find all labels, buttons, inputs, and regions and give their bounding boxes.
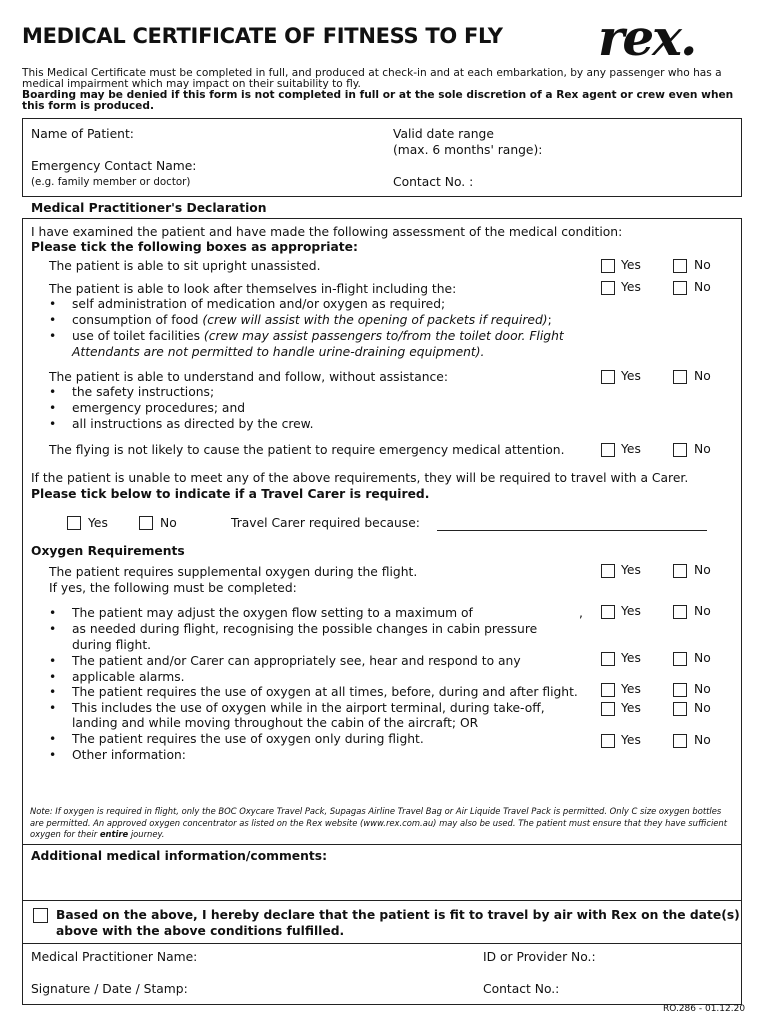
oxygen-all-times-item: The patient requires the use of oxygen at all times, before, during and after flight. <box>72 685 578 699</box>
declaration-heading: Medical Practitioner's Declaration <box>31 201 267 215</box>
yes-label: Yes <box>621 651 641 665</box>
practitioner-name-label: Medical Practitioner Name: <box>31 950 198 964</box>
bullet: • <box>49 685 57 699</box>
oxygen-alarms-item-cont: applicable alarms. <box>72 670 185 684</box>
intro-warning: Boarding may be denied if this form is not completed in full or at the sole discretion of a Rex agent or crew even when this form is produced. <box>22 89 734 112</box>
no-label: No <box>694 442 711 456</box>
food-note: (crew will assist with the opening of packets if required) <box>202 313 548 327</box>
declaration-instruction: Please tick the following boxes as appropriate: <box>31 240 358 254</box>
emergency-attention-no-checkbox[interactable] <box>673 443 687 457</box>
question-sit-upright: The patient is able to sit upright unassisted. <box>49 259 321 273</box>
understand-item-crew: all instructions as directed by the crew. <box>72 417 314 431</box>
bullet: • <box>49 606 57 620</box>
oxygen-heading: Oxygen Requirements <box>31 544 185 558</box>
fitness-declaration-line1: Based on the above, I hereby declare that the patient is fit to travel by air with Rex on the date(s) <box>56 908 740 922</box>
signature-label: Signature / Date / Stamp: <box>31 982 188 996</box>
bullet: • <box>49 313 57 327</box>
oxygen-during-flight-no-checkbox[interactable] <box>673 734 687 748</box>
sit-upright-no-checkbox[interactable] <box>673 259 687 273</box>
emergency-contact-label: Emergency Contact Name: <box>31 159 197 173</box>
patient-name-label: Name of Patient: <box>31 127 134 141</box>
oxygen-other-info: Other information: <box>72 748 186 762</box>
bullet: • <box>49 417 57 431</box>
oxygen-terminal-item: This includes the use of oxygen while in the airport terminal, during take-off, <box>72 701 545 715</box>
toilet-note: (crew may assist passengers to/from the toilet door. Flight <box>203 329 564 343</box>
understand-item-safety: the safety instructions; <box>72 385 215 399</box>
form-title: MEDICAL CERTIFICATE OF FITNESS TO FLY <box>22 24 503 48</box>
bullet: • <box>49 670 57 684</box>
bullet: • <box>49 622 57 636</box>
oxygen-note <box>30 806 730 841</box>
bullet: • <box>49 401 57 415</box>
oxygen-terminal-yes-checkbox[interactable] <box>601 702 615 716</box>
oxygen-flow-no-checkbox[interactable] <box>673 605 687 619</box>
oxygen-no-checkbox[interactable] <box>673 564 687 578</box>
note-text: Note: If oxygen is required in flight, only the BOC Oxycare Travel Pack, Supagas Airline Travel Bag or Air Liquide Travel Pack is permitted. Only C size oxygen bottles are permitted. An approved oxygen concentrator as listed on the Rex website (www.rex.com.au) may also be used. The patient must ensure that they have sufficient oxygen for their <box>30 806 728 839</box>
self-care-item-food <box>72 313 552 327</box>
no-label: No <box>694 258 711 272</box>
bullet: • <box>49 701 57 715</box>
food-label: consumption of food <box>72 313 203 327</box>
contact-no-label: Contact No. : <box>393 175 474 189</box>
self-care-no-checkbox[interactable] <box>673 281 687 295</box>
no-label: No <box>694 280 711 294</box>
carer-instruction: Please tick below to indicate if a Travel Carer is required. <box>31 487 430 501</box>
form-code: RO.286 - 01.12.20 <box>663 1004 746 1014</box>
oxygen-yes-checkbox[interactable] <box>601 564 615 578</box>
yes-label: Yes <box>621 701 641 715</box>
question-self-care: The patient is able to look after themselves in-flight including the: <box>49 282 457 296</box>
oxygen-question: The patient requires supplemental oxygen during the flight. <box>49 565 418 579</box>
valid-date-label: Valid date range <box>393 127 494 141</box>
oxygen-terminal-item-cont: landing and while moving throughout the cabin of the aircraft; OR <box>72 716 479 730</box>
self-care-yes-checkbox[interactable] <box>601 281 615 295</box>
oxygen-during-flight-item: The patient requires the use of oxygen only during flight. <box>72 732 424 746</box>
bullet: • <box>49 329 57 343</box>
no-label: No <box>694 604 711 618</box>
oxygen-all-times-yes-checkbox[interactable] <box>601 683 615 697</box>
no-label: No <box>694 563 711 577</box>
yes-label: Yes <box>621 682 641 696</box>
bullet: • <box>49 732 57 746</box>
fitness-declaration-checkbox[interactable] <box>33 908 48 923</box>
carer-reason-field[interactable] <box>437 530 707 531</box>
note-emphasis: entire <box>99 829 129 839</box>
understand-yes-checkbox[interactable] <box>601 370 615 384</box>
bullet: • <box>49 385 57 399</box>
carer-no-checkbox[interactable] <box>139 516 153 530</box>
declaration-intro: I have examined the patient and have made the following assessment of the medical condition: <box>31 225 623 239</box>
intro-body: This Medical Certificate must be completed in full, and produced at check-in and at each embarkation, by any passenger who has a medical impairment which may impact on their suitability to fly. <box>22 67 722 90</box>
yes-label: Yes <box>621 258 641 272</box>
oxygen-all-times-no-checkbox[interactable] <box>673 683 687 697</box>
toilet-note-cont: Attendants are not permitted to handle urine-draining equipment). <box>72 345 485 359</box>
sit-upright-yes-checkbox[interactable] <box>601 259 615 273</box>
emergency-contact-hint: (e.g. family member or doctor) <box>31 176 191 188</box>
valid-date-sub: (max. 6 months' range): <box>393 143 543 157</box>
toilet-label: use of toilet facilities <box>72 329 204 343</box>
no-label: No <box>694 682 711 696</box>
practitioner-contact-label: Contact No.: <box>483 982 560 996</box>
yes-label: Yes <box>621 733 641 747</box>
yes-label: Yes <box>621 604 641 618</box>
additional-info-heading: Additional medical information/comments: <box>31 849 327 863</box>
oxygen-question-sub: If yes, the following must be completed: <box>49 581 297 595</box>
no-label: No <box>160 516 177 530</box>
self-care-item-toilet <box>72 329 564 343</box>
no-label: No <box>694 651 711 665</box>
carer-yes-checkbox[interactable] <box>67 516 81 530</box>
bullet: • <box>49 748 57 762</box>
note-end: journey. <box>128 829 165 839</box>
carer-text: If the patient is unable to meet any of the above requirements, they will be required to travel with a Carer. <box>31 471 689 485</box>
fitness-declaration-line2: above with the above conditions fulfilled. <box>56 924 345 938</box>
no-label: No <box>694 369 711 383</box>
oxygen-alarms-item: The patient and/or Carer can appropriately see, hear and respond to any <box>72 654 521 668</box>
food-end: ; <box>547 313 552 327</box>
question-emergency-attention: The flying is not likely to cause the patient to require emergency medical attention. <box>49 443 565 457</box>
yes-label: Yes <box>88 516 108 530</box>
emergency-attention-yes-checkbox[interactable] <box>601 443 615 457</box>
provider-id-label: ID or Provider No.: <box>483 950 596 964</box>
oxygen-terminal-no-checkbox[interactable] <box>673 702 687 716</box>
yes-label: Yes <box>621 369 641 383</box>
oxygen-during-flight-yes-checkbox[interactable] <box>601 734 615 748</box>
oxygen-cabin-item-cont: during flight. <box>72 638 152 652</box>
intro-text <box>22 68 757 112</box>
understand-no-checkbox[interactable] <box>673 370 687 384</box>
self-care-item-medication: self administration of medication and/or oxygen as required; <box>72 297 446 311</box>
bullet: • <box>49 654 57 668</box>
oxygen-flow-item: The patient may adjust the oxygen flow setting to a maximum of <box>72 606 473 620</box>
yes-label: Yes <box>621 442 641 456</box>
oxygen-cabin-item: as needed during flight, recognising the possible changes in cabin pressure <box>72 622 538 636</box>
no-label: No <box>694 733 711 747</box>
oxygen-alarms-no-checkbox[interactable] <box>673 652 687 666</box>
understand-item-emergency: emergency procedures; and <box>72 401 246 415</box>
carer-reason-label: Travel Carer required because: <box>231 516 420 530</box>
oxygen-flow-yes-checkbox[interactable] <box>601 605 615 619</box>
bullet: • <box>49 297 57 311</box>
no-label: No <box>694 701 711 715</box>
oxygen-alarms-yes-checkbox[interactable] <box>601 652 615 666</box>
yes-label: Yes <box>621 563 641 577</box>
question-understand: The patient is able to understand and follow, without assistance: <box>49 370 449 384</box>
rex-logo: rex. <box>598 8 696 67</box>
yes-label: Yes <box>621 280 641 294</box>
oxygen-flow-comma: , <box>579 606 583 620</box>
